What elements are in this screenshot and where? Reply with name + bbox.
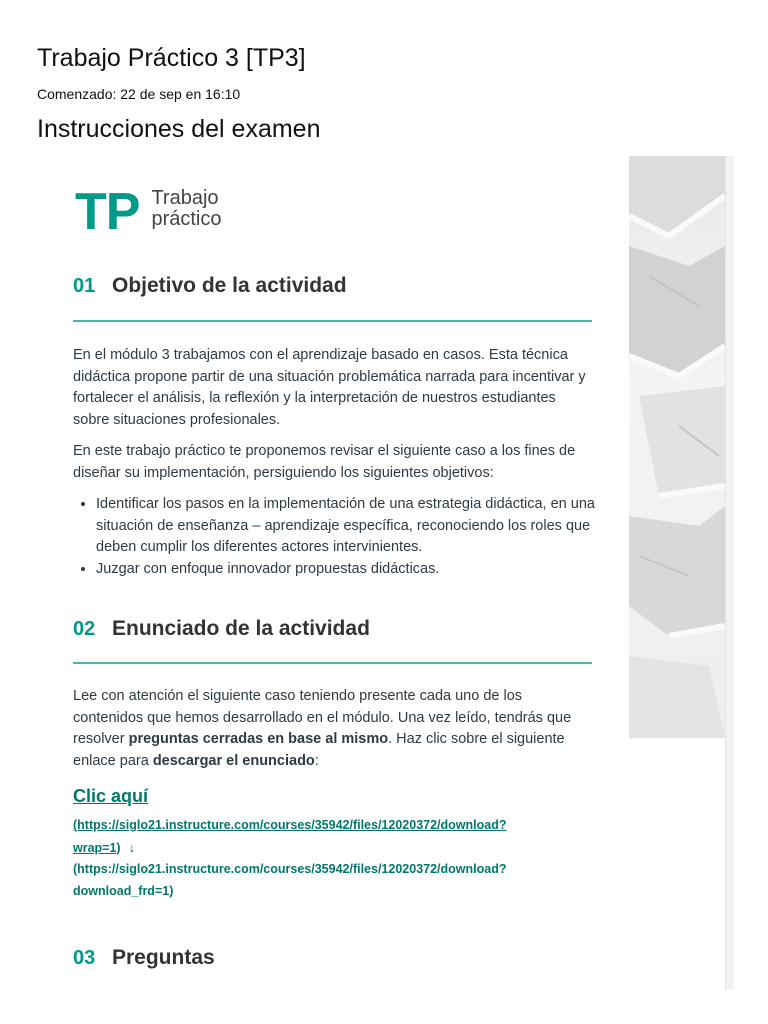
- section-divider: [73, 662, 592, 664]
- tp-logo-line2: práctico: [151, 208, 222, 230]
- started-timestamp: Comenzado: 22 de sep en 16:10: [37, 86, 241, 102]
- section-divider: [73, 320, 592, 322]
- objective-paragraph-1: En el módulo 3 trabajamos con el aprendizaje basado en casos. Esta técnica didáctica propone partir de una situación problemática narrada para incentivar y fortalecer el análisis, la reflexión y la interpretación de nuestros estudiantes sobre situaciones profesionales.: [73, 347, 586, 428]
- section-title: Preguntas: [112, 946, 215, 969]
- statement-bold-text: descargar el enunciado: [152, 752, 315, 769]
- section-number: 02: [73, 618, 96, 640]
- section-title: Objetivo de la actividad: [112, 274, 347, 297]
- statement-paragraph: [73, 686, 593, 772]
- list-item: • Juzgar con enfoque innovador propuestas didácticas.: [96, 559, 616, 581]
- file-url-part: (https://siglo21.instructure.com/courses/35942/files/12020372/download?: [73, 818, 507, 832]
- file-url-download: [73, 859, 593, 902]
- tp-logo-mark: TP: [75, 183, 140, 241]
- download-link-clic-aqui[interactable]: Clic aquí: [73, 786, 149, 806]
- instructions-content: [0, 156, 768, 1024]
- tp-logo-line1: Trabajo: [151, 187, 219, 209]
- instructions-heading: Instrucciones del examen: [37, 115, 321, 143]
- section-03-heading: [73, 946, 215, 970]
- tp-logo-text: [151, 188, 221, 230]
- statement-text: Lee con atención el siguiente caso teniendo presente cada uno de los contenidos que hemos desarrollado en el módulo. Una vez leído, tendrás que resolver: [73, 688, 572, 747]
- abstract-pattern-graphic: [629, 156, 725, 738]
- tp-logo: [75, 183, 222, 241]
- section-02-heading: [73, 617, 370, 641]
- file-url-view: [73, 815, 593, 859]
- statement-bold-text: preguntas cerradas en base al mismo: [128, 731, 389, 747]
- page-title: Trabajo Práctico 3 [TP3]: [37, 44, 306, 72]
- statement-text: :: [314, 752, 319, 769]
- section-title: Enunciado de la actividad: [112, 617, 370, 640]
- decorative-side-image: [629, 156, 725, 738]
- file-url-part: download_frd=1): [73, 883, 174, 898]
- list-item: • Identificar los pasos en la implementación de una estrategia didáctica, en una situación de enseñanza – aprendizaje específica, reconociendo los roles que deben cumplir los diferentes actores intervinientes.: [96, 494, 616, 559]
- file-url-link[interactable]: [73, 818, 506, 855]
- objective-paragraph-2: En este trabajo práctico te proponemos revisar el siguiente caso a los fines de diseñar su implementación, persiguiendo los siguientes objetivos:: [73, 443, 576, 481]
- statement-text: . Haz clic sobre el siguiente enlace para: [73, 731, 565, 769]
- download-icon[interactable]: ↓: [128, 839, 136, 855]
- section-01-heading: [73, 274, 347, 298]
- file-url-part: (https://siglo21.instructure.com/courses/35942/files/12020372/download?: [73, 862, 507, 876]
- section-number: 01: [73, 275, 96, 297]
- file-url-part: wrap=1): [73, 840, 121, 855]
- section-number: 03: [73, 947, 96, 969]
- scrollbar-track[interactable]: [725, 156, 734, 990]
- objectives-list: [73, 494, 616, 580]
